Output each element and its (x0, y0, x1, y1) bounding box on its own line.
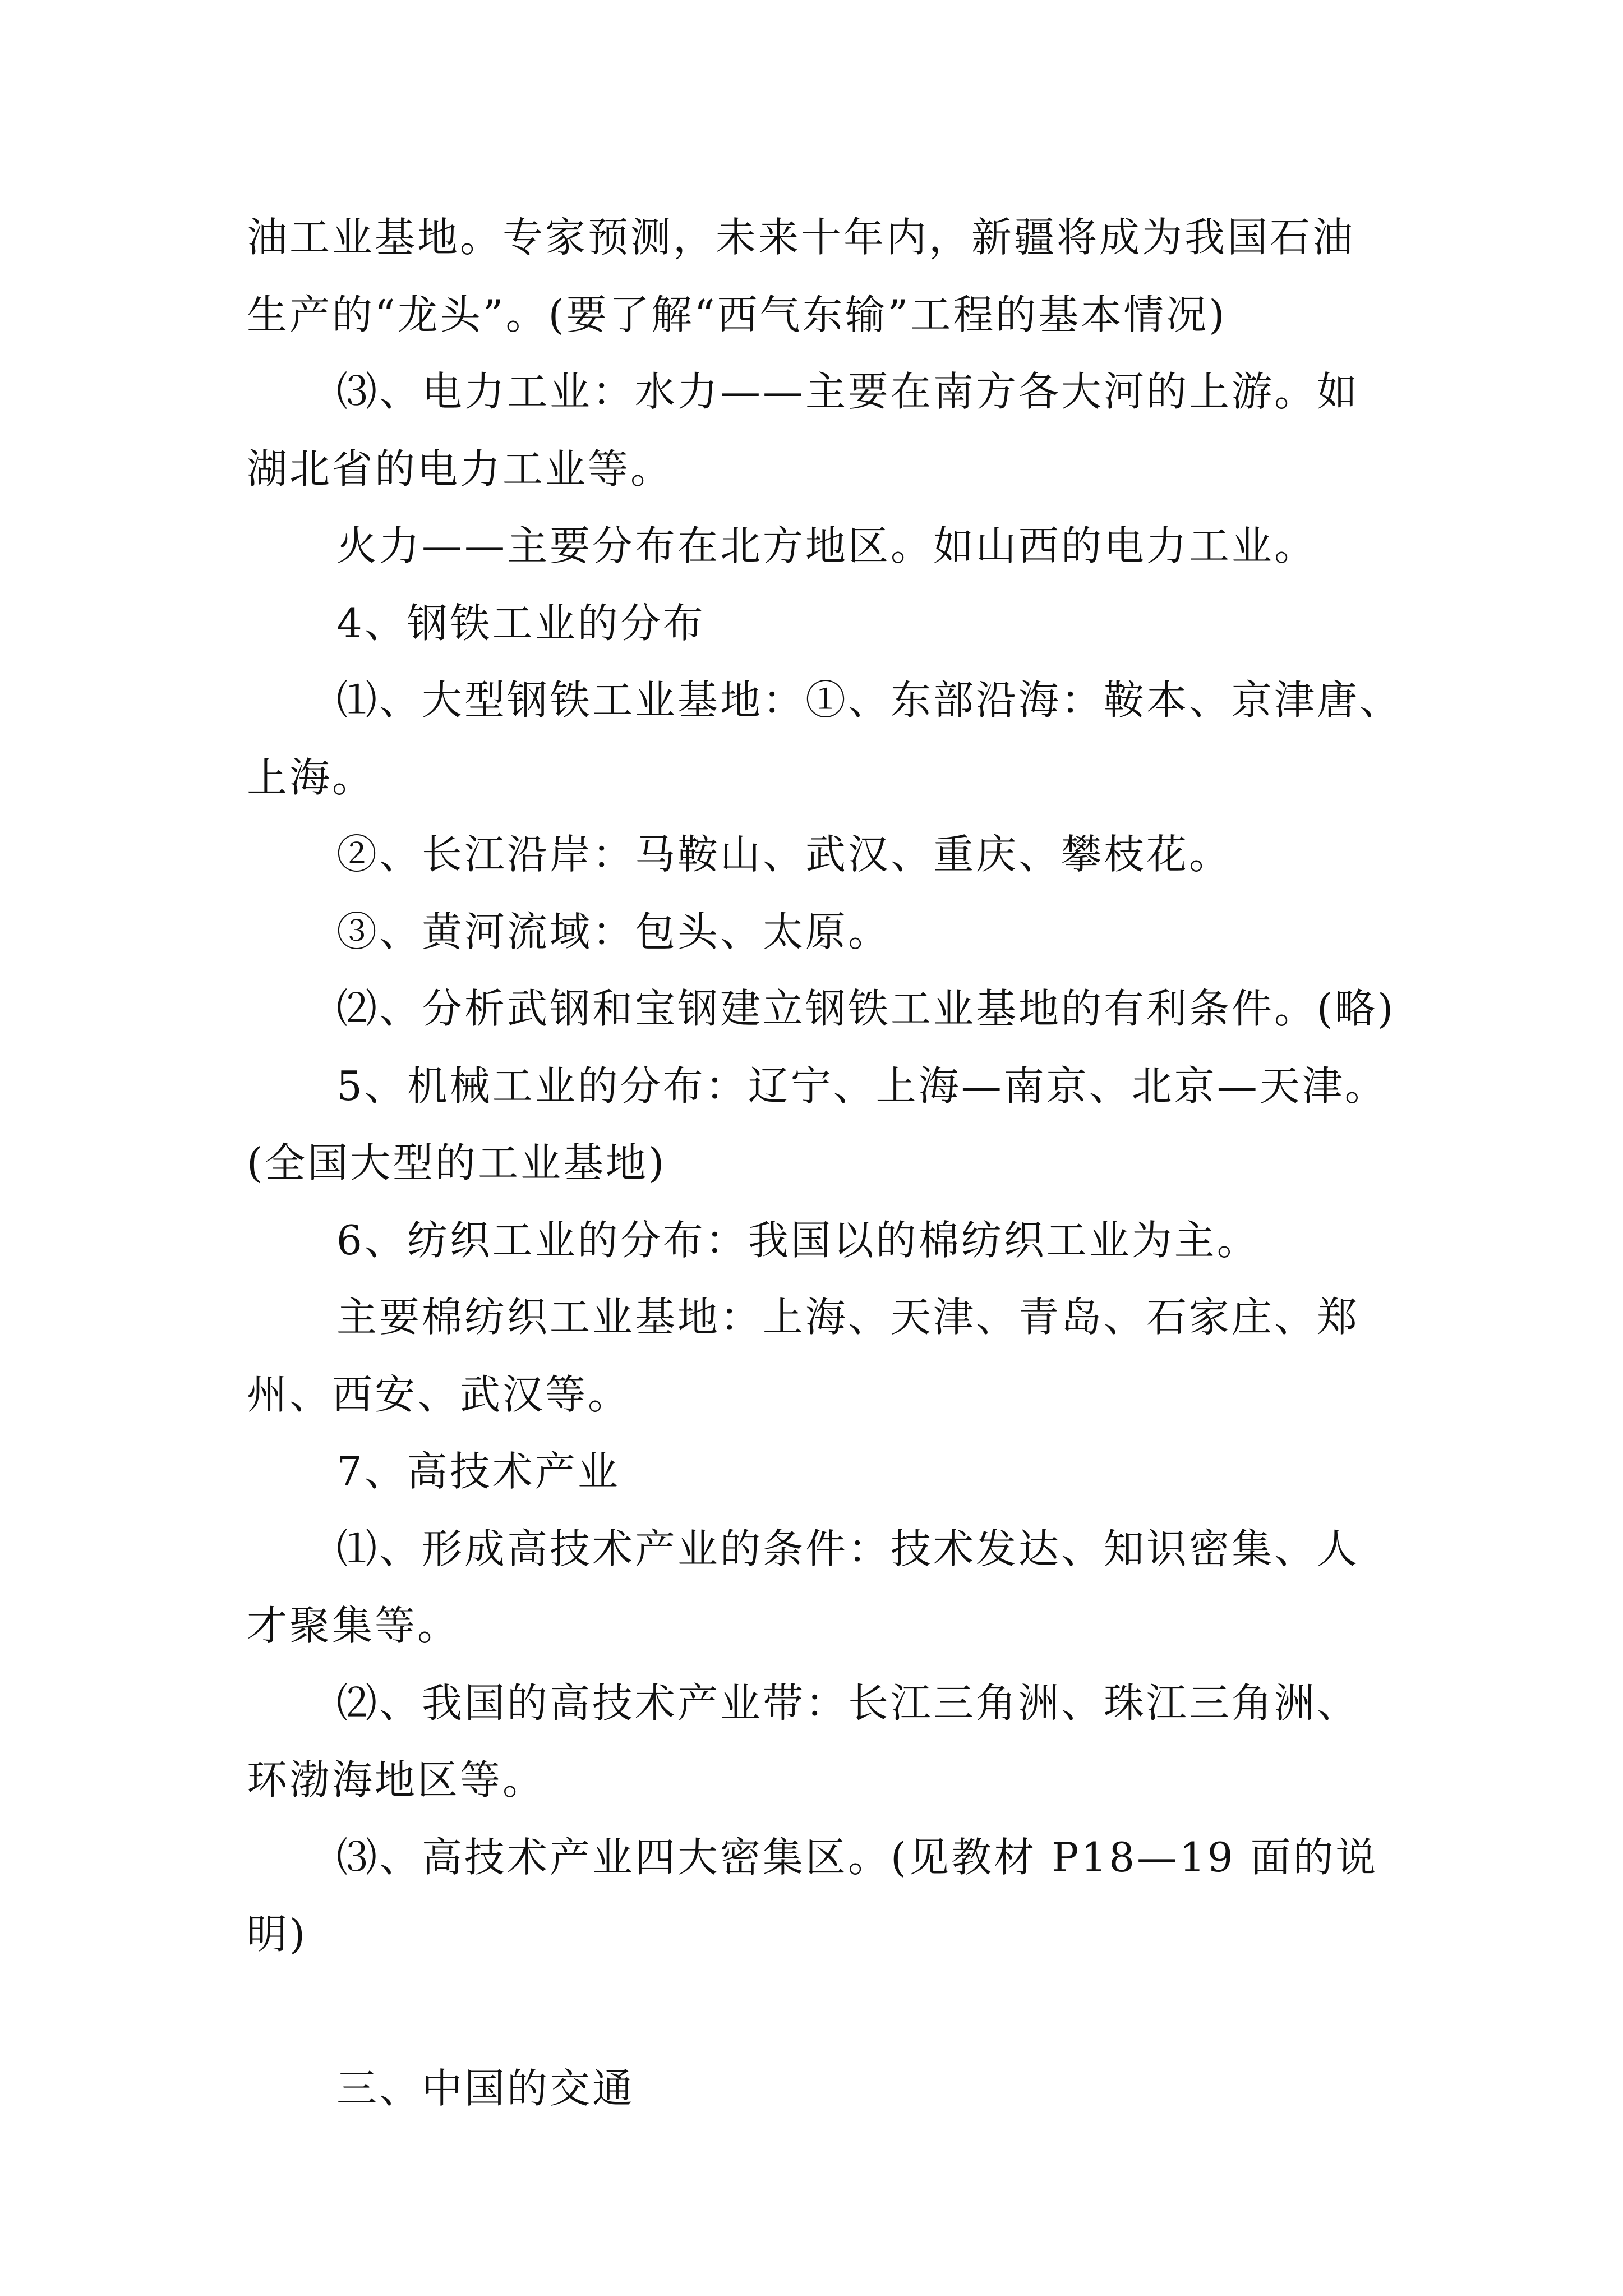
text-line: 环渤海地区等。 (247, 1756, 546, 1803)
text-line: 5、机械工业的分布：辽宁、上海—南京、北京—天津。 (336, 1062, 1387, 1110)
text-line: ⑵、我国的高技术产业带：长江三角洲、珠江三角洲、 (336, 1679, 1360, 1727)
text-line: 明) (247, 1911, 308, 1958)
text-line: 州、西安、武汉等。 (247, 1370, 631, 1418)
text-line: ⑵、分析武钢和宝钢建立钢铁工业基地的有利条件。(略) (336, 985, 1396, 1032)
text-line: (全国大型的工业基地) (247, 1139, 667, 1186)
text-line: 6、纺织工业的分布：我国以的棉纺织工业为主。 (336, 1216, 1260, 1264)
text-line: 7、高技术产业 (336, 1448, 620, 1495)
text-line: ⑴、形成高技术产业的条件：技术发达、知识密集、人 (336, 1525, 1360, 1572)
text-line: ③、黄河流域：包头、太原。 (336, 908, 891, 955)
text-line: 才聚集等。 (247, 1602, 460, 1649)
text-line: ⑴、大型钢铁工业基地：①、东部沿海：鞍本、京津唐、 (336, 677, 1403, 724)
text-line: 4、钢铁工业的分布 (336, 599, 706, 647)
text-line: 湖北省的电力工业等。 (247, 445, 674, 493)
text-line: ②、长江沿岸：马鞍山、武汉、重庆、攀枝花。 (336, 831, 1232, 878)
text-line: 主要棉纺织工业基地：上海、天津、青岛、石家庄、郑 (336, 1294, 1360, 1341)
text-line: 火力——主要分布在北方地区。如山西的电力工业。 (336, 522, 1317, 569)
text-line: 上海。 (247, 753, 375, 801)
blank-line (247, 1973, 1408, 2051)
text-line: 生产的“龙头”。(要了解“西气东输”工程的基本情况) (247, 291, 1227, 338)
text-line: ⑶、电力工业：水力——主要在南方各大河的上游。如 (336, 368, 1360, 415)
text-line: ⑶、高技术产业四大密集区。(见教材 P18—19 面的说 (336, 1833, 1378, 1881)
body-text (247, 199, 1408, 2128)
text-line: 三、中国的交通 (336, 2065, 635, 2112)
text-line: 油工业基地。专家预测，未来十年内，新疆将成为我国石油 (247, 214, 1355, 261)
